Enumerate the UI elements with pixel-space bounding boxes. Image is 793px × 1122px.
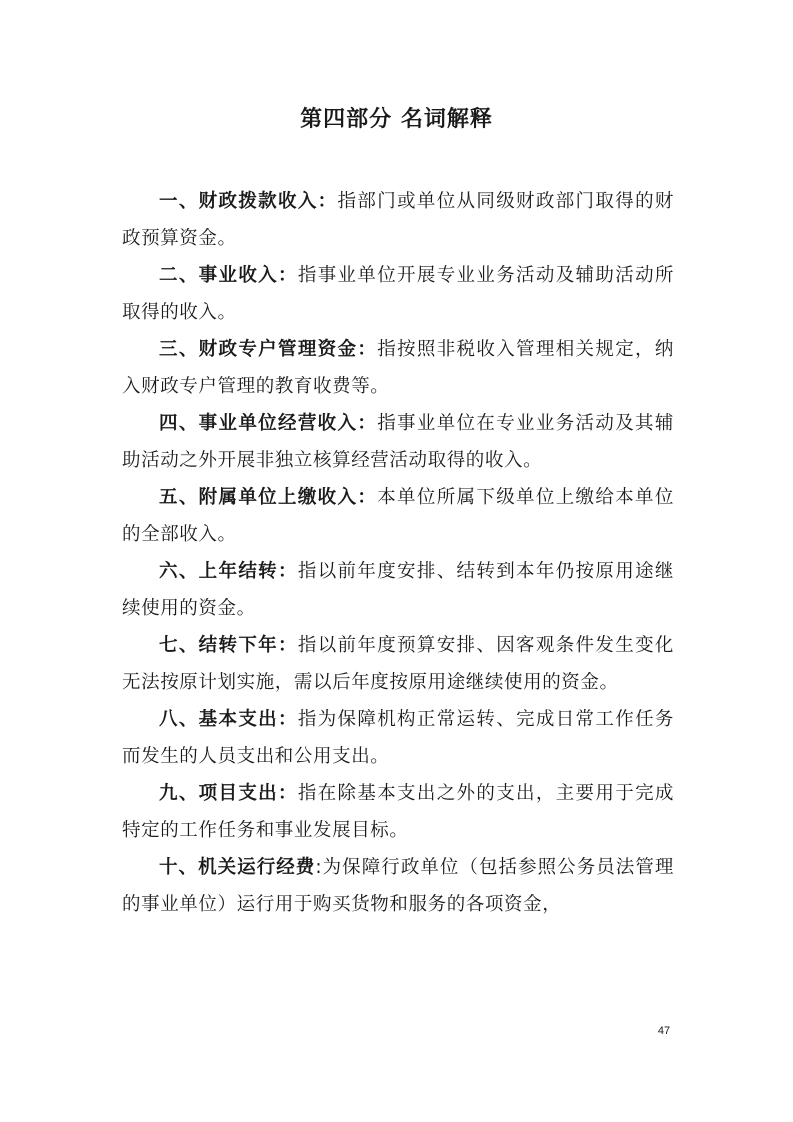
glossary-entry	[122, 701, 674, 775]
glossary-term: 六、上年结转：	[159, 561, 298, 582]
glossary-term: 二、事业收入：	[159, 265, 298, 286]
glossary-term: 一、财政拨款收入：	[159, 191, 338, 212]
glossary-definition: 指在除基本支出之外的支出，主要用于完成特定的工作任务和事业发展目标。	[122, 783, 675, 841]
glossary-entry	[122, 627, 674, 701]
glossary-term: 三、财政专户管理资金：	[159, 339, 378, 360]
glossary-term: 四、事业单位经营收入：	[159, 413, 378, 434]
glossary-entry	[122, 849, 674, 923]
glossary-entry	[122, 405, 674, 479]
page-number: 47	[657, 1025, 671, 1037]
glossary-term: 八、基本支出：	[159, 709, 298, 730]
glossary-entry	[122, 183, 674, 257]
glossary-definition: :为保障行政单位（包括参照公务员法管理的事业单位）运行用于购买货物和服务的各项资金，	[122, 857, 674, 915]
glossary-entry	[122, 257, 674, 331]
glossary-definition: 指按照非税收入管理相关规定，纳入财政专户管理的教育收费等。	[122, 339, 674, 397]
glossary-entry	[122, 331, 674, 405]
glossary-definition: 指为保障机构正常运转、完成日常工作任务而发生的人员支出和公用支出。	[122, 709, 675, 767]
glossary-term: 十、机关运行经费	[159, 857, 316, 878]
glossary-term: 七、结转下年：	[159, 635, 298, 656]
glossary-definition: 指事业单位开展专业业务活动及辅助活动所取得的收入。	[122, 265, 675, 323]
glossary-definition: 本单位所属下级单位上缴给本单位的全部收入。	[122, 487, 674, 545]
glossary-term: 九、项目支出：	[159, 783, 298, 804]
page-title: 第四部分 名词解释	[300, 107, 493, 132]
glossary-entry	[122, 553, 674, 627]
glossary-term: 五、附属单位上缴收入：	[159, 487, 378, 508]
glossary-definition: 指事业单位在专业业务活动及其辅助活动之外开展非独立核算经营活动取得的收入。	[122, 413, 674, 471]
glossary-list	[122, 183, 674, 923]
glossary-entry	[122, 479, 674, 553]
glossary-entry	[122, 775, 674, 849]
glossary-definition: 指部门或单位从同级财政部门取得的财政预算资金。	[122, 191, 675, 249]
glossary-definition: 指以前年度安排、结转到本年仍按原用途继续使用的资金。	[122, 561, 675, 619]
glossary-definition: 指以前年度预算安排、因客观条件发生变化无法按原计划实施，需以后年度按原用途继续使用的资金。	[122, 635, 675, 693]
